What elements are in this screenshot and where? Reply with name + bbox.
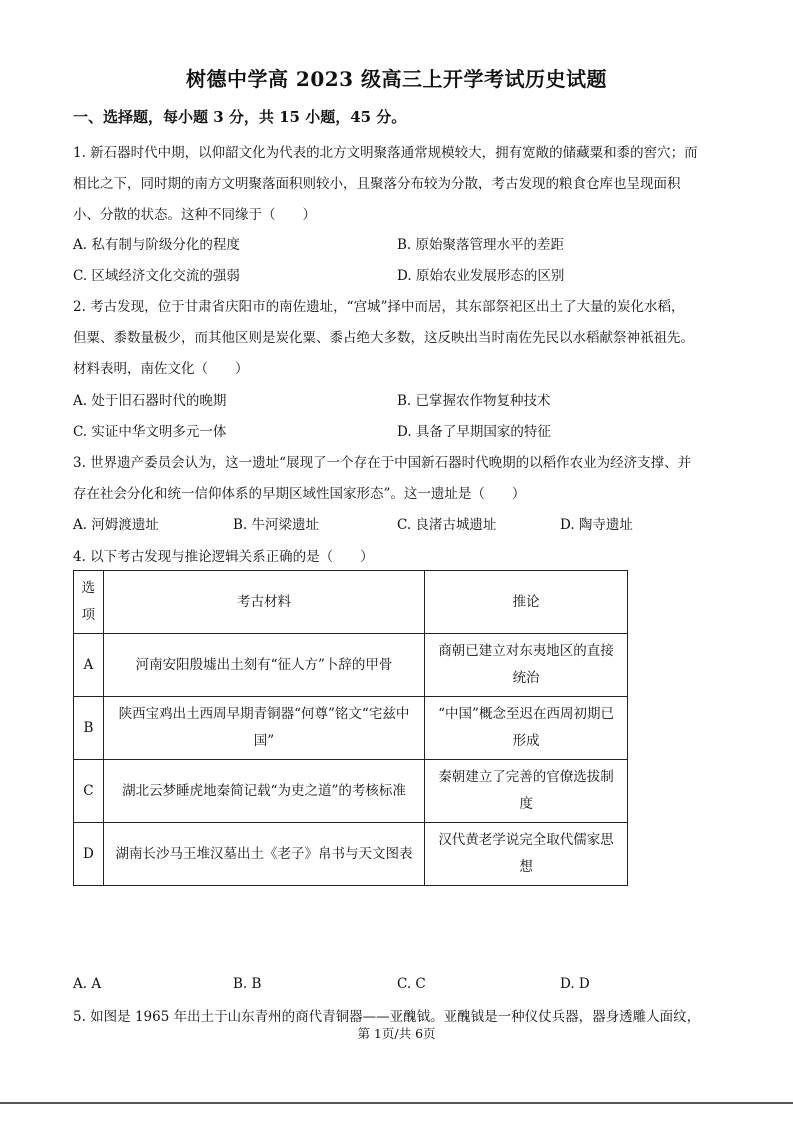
row-material: 湖南长沙马王堆汉墓出土《老子》帛书与天文图表 <box>103 823 424 886</box>
row-inference: “中国”概念至迟在西周初期已形成 <box>425 697 628 760</box>
header-material: 考古材料 <box>103 571 424 634</box>
table-row <box>74 823 628 886</box>
q4-option-c: C. C <box>397 976 426 992</box>
q1-option-c: C. 区域经济文化交流的强弱 <box>73 268 240 284</box>
q1-option-a: A. 私有制与阶级分化的程度 <box>73 237 240 253</box>
q4-option-a: A. A <box>73 976 102 992</box>
q3-option-c: C. 良渚古城遗址 <box>397 517 497 533</box>
q4-stem: 4. 以下考古发现与推论逻辑关系正确的是（ ） <box>73 549 374 565</box>
q3-option-d: D. 陶寺遗址 <box>560 517 633 533</box>
row-material: 河南安阳殷墟出土刻有“征人方”卜辞的甲骨 <box>103 634 424 697</box>
q3-line-2: 存在社会分化和统一信仰体系的早期区域性国家形态”。这一遗址是（ ） <box>73 486 526 502</box>
row-inference: 秦朝建立了完善的官僚选拔制度 <box>425 760 628 823</box>
table-row <box>74 697 628 760</box>
q4-option-b: B. B <box>233 976 262 992</box>
q3-option-b: B. 牛河梁遗址 <box>233 517 320 533</box>
row-key: A <box>74 634 104 697</box>
q2-line-2: 但粟、黍数量极少，而其他区则是炭化粟、黍占绝大多数，这反映出当时南佐先民以水稻献祭神祇祖先。 <box>73 330 694 346</box>
q2-option-d: D. 具备了早期国家的特征 <box>397 424 551 440</box>
row-inference: 商朝已建立对东夷地区的直接统治 <box>425 634 628 697</box>
table-header-row <box>74 571 628 634</box>
section-heading: 一、选择题，每小题 3 分，共 15 小题，45 分。 <box>73 108 407 126</box>
row-material: 陕西宝鸡出土西周早期青铜器“何尊”铭文“宅兹中国” <box>103 697 424 760</box>
q2-line-1: 2. 考古发现，位于甘肃省庆阳市的南佐遗址，“宫城”择中而居，其东部祭祀区出土了大量的炭化水稻， <box>73 299 685 315</box>
q1-line-2: 相比之下，同时期的南方文明聚落面积则较小，且聚落分布较为分散，考古发现的粮食仓库也呈现面积 <box>73 176 681 192</box>
row-key: C <box>74 760 104 823</box>
q3-line-1: 3. 世界遗产委员会认为，这一遗址“展现了一个存在于中国新石器时代晚期的以稻作农业为经济支撑、并 <box>73 455 692 471</box>
page-title: 树德中学高 2023 级高三上开学考试历史试题 <box>185 67 608 91</box>
q1-option-d: D. 原始农业发展形态的区别 <box>397 268 565 284</box>
q5-line-1: 5. 如图是 1965 年出土于山东青州的商代青铜器——亚醜钺。亚醜钺是一种仪仗兵器，器身透雕人面纹， <box>73 1009 701 1025</box>
q3-option-a: A. 河姆渡遗址 <box>73 517 159 533</box>
q2-option-b: B. 已掌握农作物复种技术 <box>397 393 551 409</box>
q1-line-1: 1. 新石器时代中期，以仰韶文化为代表的北方文明聚落通常规模较大，拥有宽敞的储藏粟和黍的窖穴；而 <box>73 145 698 161</box>
page-number: 第 1页/共 6页 <box>357 1026 436 1041</box>
row-inference: 汉代黄老学说完全取代儒家思想 <box>425 823 628 886</box>
q4-table <box>73 570 628 886</box>
header-inference: 推论 <box>425 571 628 634</box>
row-key: D <box>74 823 104 886</box>
q2-option-a: A. 处于旧石器时代的晚期 <box>73 393 227 409</box>
table-row <box>74 760 628 823</box>
q2-line-3: 材料表明，南佐文化（ ） <box>73 361 249 377</box>
header-option: 选项 <box>74 571 104 634</box>
bottom-divider <box>0 1102 793 1104</box>
q2-option-c: C. 实证中华文明多元一体 <box>73 424 227 440</box>
q4-option-d: D. D <box>560 976 590 992</box>
row-key: B <box>74 697 104 760</box>
q1-line-3: 小、分散的状态。这种不同缘于（ ） <box>73 207 316 223</box>
table-row <box>74 634 628 697</box>
row-material: 湖北云梦睡虎地秦简记载“为吏之道”的考核标准 <box>103 760 424 823</box>
q1-option-b: B. 原始聚落管理水平的差距 <box>397 237 565 253</box>
